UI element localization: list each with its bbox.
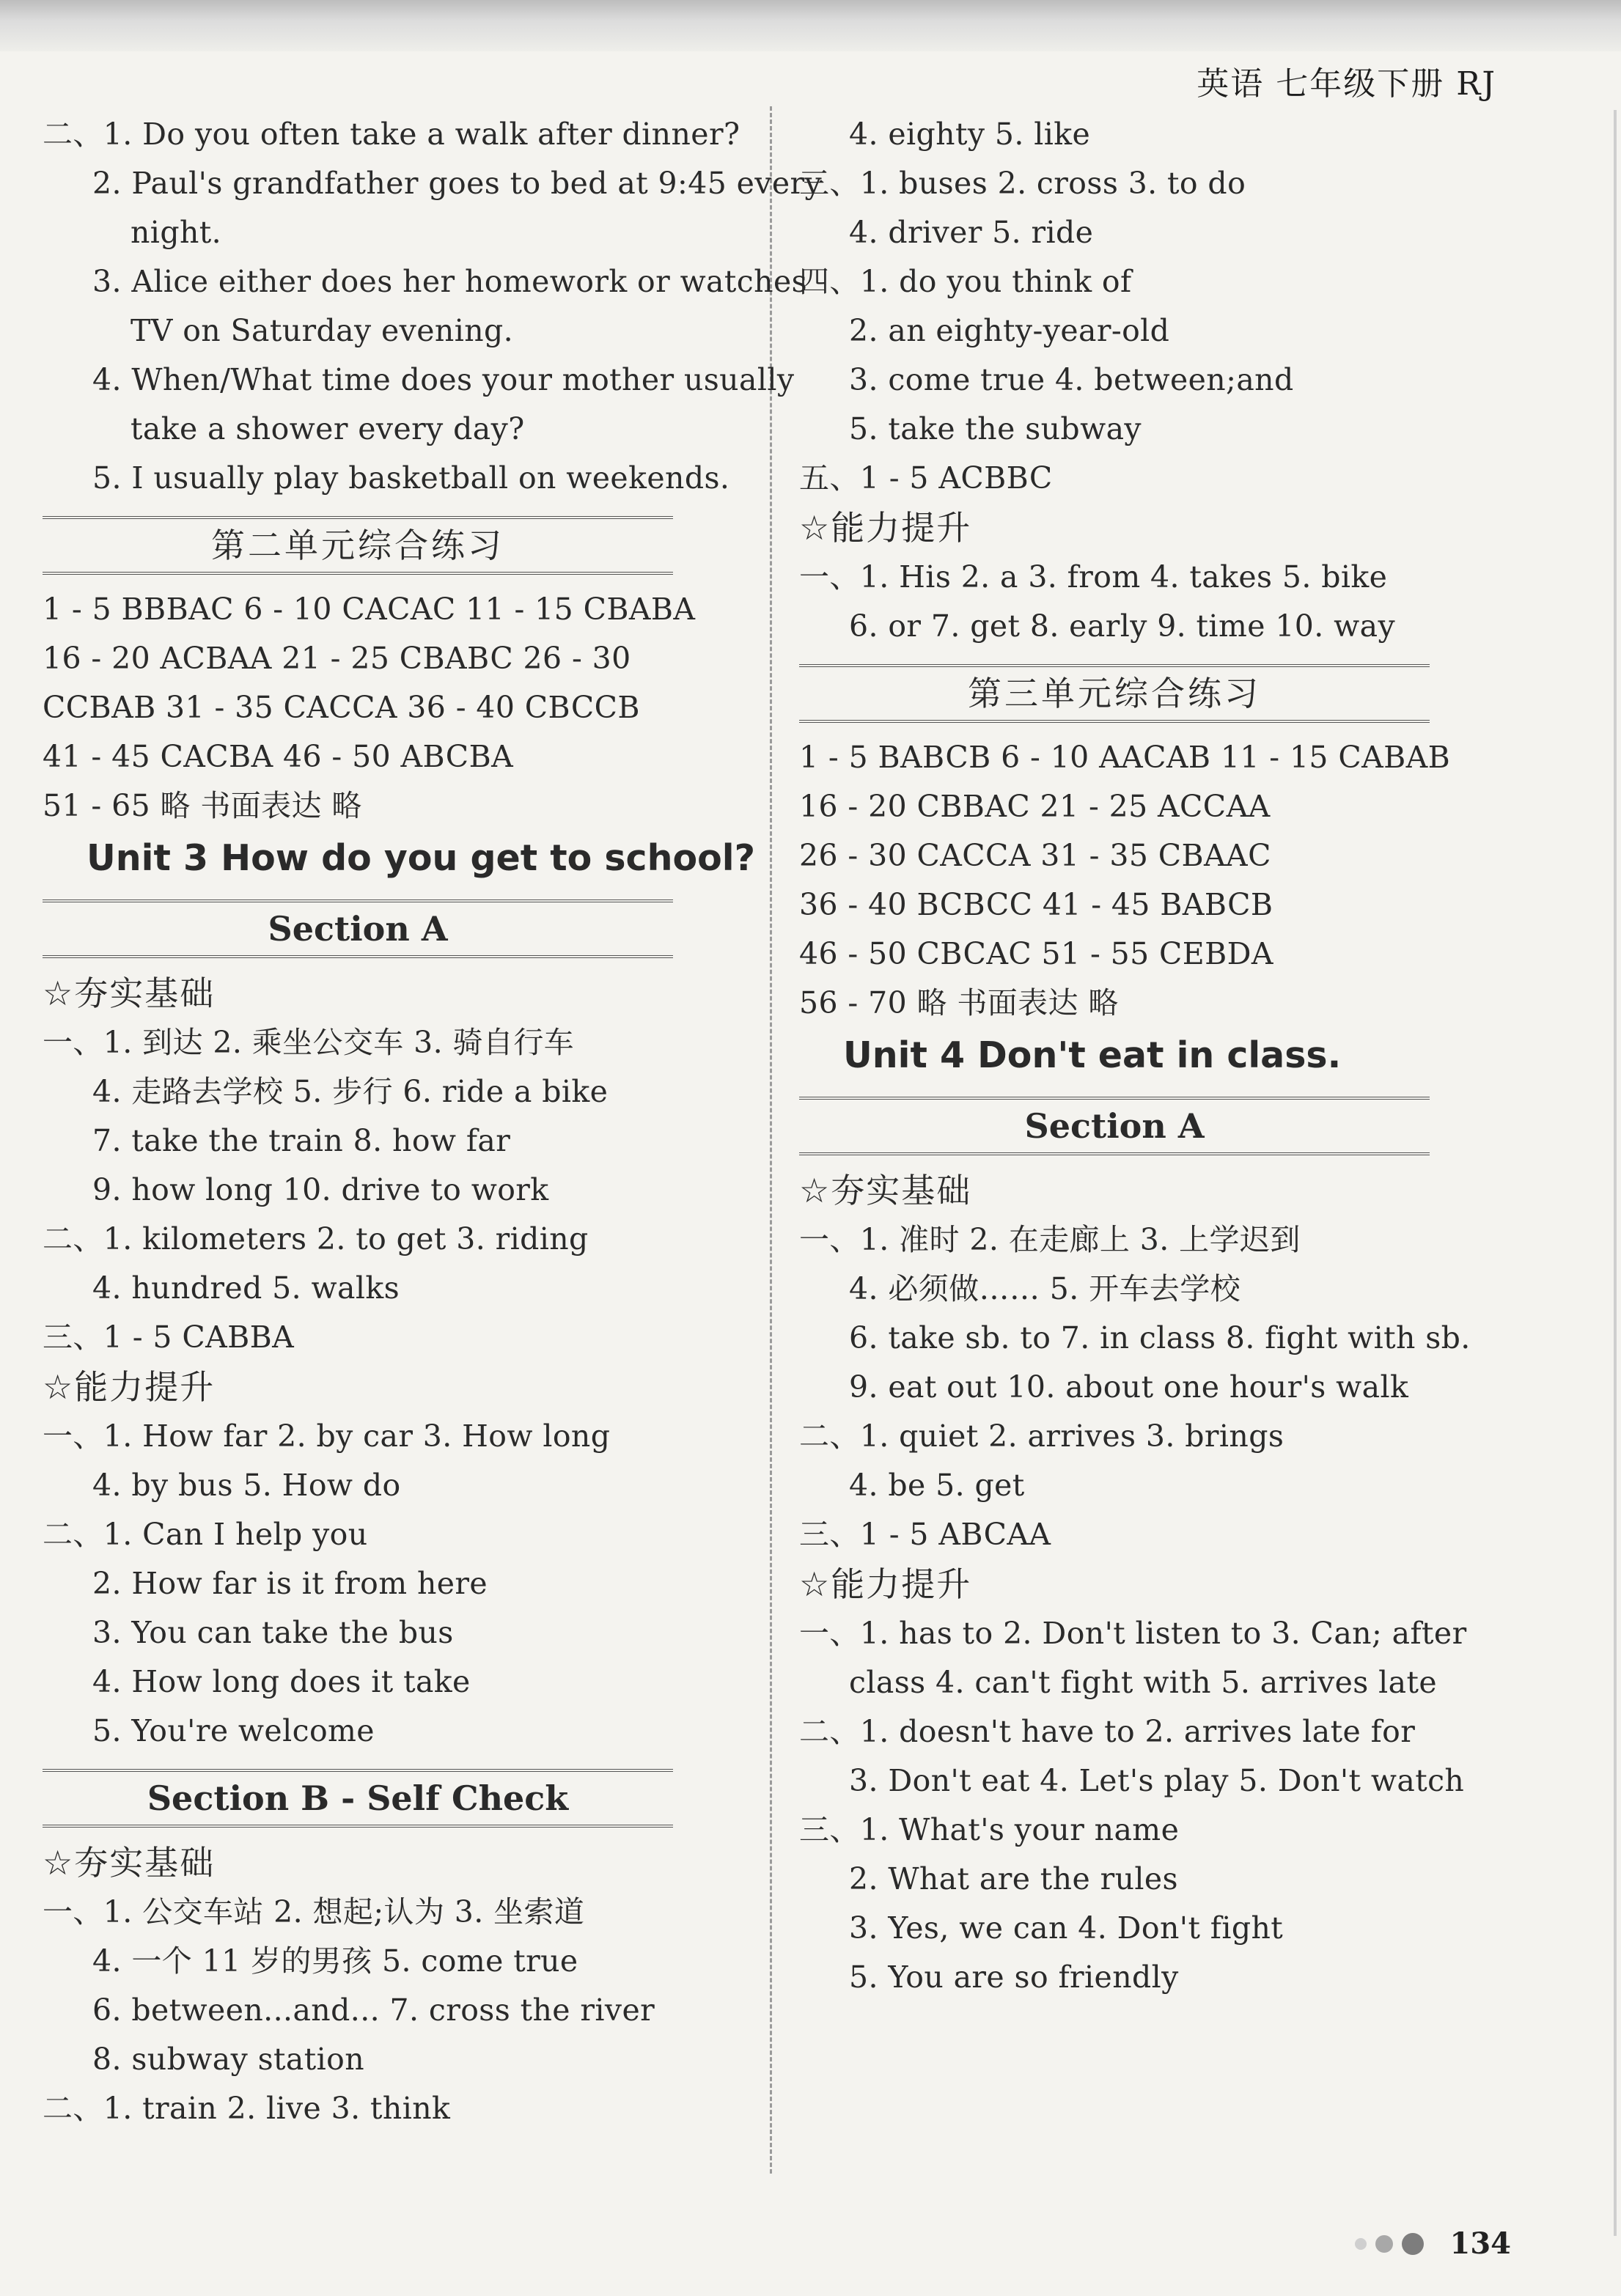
answer-line: night.	[131, 215, 222, 250]
answer-line: 3. You can take the bus	[92, 1615, 454, 1650]
answer-line: 4. driver 5. ride	[849, 215, 1094, 250]
answer-line: 二、1. train 2. live 3. think	[43, 2091, 451, 2126]
answer-line: 7. take the train 8. how far	[92, 1123, 511, 1158]
page-edge	[1614, 110, 1617, 2236]
answer-line: 5. I usually play basketball on weekends.	[92, 460, 730, 496]
answer-line: 三、1. buses 2. cross 3. to do	[799, 166, 1246, 201]
answer-line: 二、1. quiet 2. arrives 3. brings	[799, 1419, 1284, 1454]
ability-heading: ☆能力提升	[799, 1564, 972, 1604]
answer-line: 4. be 5. get	[849, 1468, 1025, 1503]
answer-line: 2. How far is it from here	[92, 1566, 488, 1601]
answer-line: 1 - 5 BABCB 6 - 10 AACAB 11 - 15 CABAB	[799, 740, 1451, 775]
ability-heading: ☆能力提升	[43, 1367, 216, 1407]
decor-dot-icon	[1355, 2238, 1367, 2250]
page-number: 134	[1449, 2226, 1511, 2261]
answer-line: 3. Don't eat 4. Let's play 5. Don't watch	[849, 1763, 1465, 1798]
review-title-unit3: 第三单元综合练习	[799, 664, 1430, 723]
decor-dot-icon	[1402, 2233, 1424, 2255]
answer-line: 9. eat out 10. about one hour's walk	[849, 1369, 1409, 1405]
page-top-shade	[0, 0, 1621, 51]
answer-line: 4. by bus 5. How do	[92, 1468, 401, 1503]
answer-line: 2. an eighty-year-old	[849, 313, 1170, 348]
answer-line: 3. Alice either does her homework or watches	[92, 264, 808, 299]
answer-line: 16 - 20 CBBAC 21 - 25 ACCAA	[799, 789, 1271, 824]
answer-line: 36 - 40 BCBCC 41 - 45 BABCB	[799, 887, 1273, 922]
answer-line: class 4. can't fight with 5. arrives late	[849, 1665, 1438, 1700]
answer-line: take a shower every day?	[131, 411, 525, 446]
answer-line: 46 - 50 CBCAC 51 - 55 CEBDA	[799, 936, 1273, 971]
right-column	[799, 110, 1518, 2002]
left-column	[43, 110, 823, 2133]
basics-heading: ☆夯实基础	[43, 1843, 216, 1883]
answer-line: 三、1 - 5 ABCAA	[799, 1517, 1051, 1552]
answer-line: 二、1. Do you often take a walk after dinner?	[43, 117, 740, 152]
ability-heading: ☆能力提升	[799, 508, 972, 548]
answer-line: 一、1. has to 2. Don't listen to 3. Can; after	[799, 1616, 1467, 1651]
answer-line: 16 - 20 ACBAA 21 - 25 CBABC 26 - 30	[43, 641, 631, 676]
answer-line: 一、1. How far 2. by car 3. How long	[43, 1419, 611, 1454]
answer-line: 一、1. 公交车站 2. 想起;认为 3. 坐索道	[43, 1894, 585, 1929]
answer-line: 5. You're welcome	[92, 1713, 375, 1748]
answer-line: 4. How long does it take	[92, 1664, 471, 1699]
basics-heading: ☆夯实基础	[43, 974, 216, 1013]
answer-line: 4. hundred 5. walks	[92, 1270, 400, 1306]
answer-line: 三、1 - 5 CABBA	[43, 1320, 295, 1355]
answer-line: 4. 一个 11 岁的男孩 5. come true	[92, 1943, 578, 1979]
answer-line: 51 - 65 略 书面表达 略	[43, 788, 362, 823]
answer-line: 4. When/What time does your mother usually	[92, 362, 795, 397]
answer-line: 2. Paul's grandfather goes to bed at 9:45 every	[92, 166, 823, 201]
answer-line: CCBAB 31 - 35 CACCA 36 - 40 CBCCB	[43, 690, 640, 725]
answer-line: 三、1. What's your name	[799, 1812, 1180, 1847]
answer-line: TV on Saturday evening.	[131, 313, 514, 348]
answer-line: 4. 走路去学校 5. 步行 6. ride a bike	[92, 1074, 609, 1109]
answer-line: 一、1. His 2. a 3. from 4. takes 5. bike	[799, 559, 1388, 595]
unit-4-title: Unit 4 Don't eat in class.	[843, 1034, 1342, 1076]
answer-line: 5. take the subway	[849, 411, 1142, 446]
answer-line: 6. between...and... 7. cross the river	[92, 1993, 655, 2028]
answer-line: 56 - 70 略 书面表达 略	[799, 985, 1119, 1020]
decor-dot-icon	[1375, 2235, 1393, 2253]
answer-line: 二、1. kilometers 2. to get 3. riding	[43, 1221, 589, 1256]
answer-line: 8. subway station	[92, 2042, 365, 2077]
answer-line: 一、1. 准时 2. 在走廊上 3. 上学迟到	[799, 1222, 1301, 1257]
answer-line: 4. eighty 5. like	[849, 117, 1091, 152]
answer-line: 五、1 - 5 ACBBC	[799, 460, 1053, 496]
answer-line: 1 - 5 BBBAC 6 - 10 CACAC 11 - 15 CBABA	[43, 592, 696, 627]
answer-line: 一、1. 到达 2. 乘坐公交车 3. 骑自行车	[43, 1025, 575, 1060]
answer-line: 2. What are the rules	[849, 1861, 1178, 1896]
column-divider	[770, 106, 772, 2174]
section-a-title: Section A	[43, 899, 673, 958]
section-a-title: Section A	[799, 1097, 1430, 1155]
answer-line: 9. how long 10. drive to work	[92, 1172, 549, 1207]
answer-line: 4. 必须做…… 5. 开车去学校	[849, 1271, 1241, 1306]
page-footer	[1355, 2226, 1512, 2261]
basics-heading: ☆夯实基础	[799, 1171, 972, 1210]
answer-line: 3. Yes, we can 4. Don't fight	[849, 1910, 1284, 1946]
page-header: 英语 七年级下册 RJ	[1197, 65, 1496, 103]
answer-line: 二、1. Can I help you	[43, 1517, 368, 1552]
answer-line: 5. You are so friendly	[849, 1960, 1179, 1995]
answer-line: 二、1. doesn't have to 2. arrives late for	[799, 1714, 1416, 1749]
answer-line: 6. take sb. to 7. in class 8. fight with sb.	[849, 1320, 1471, 1355]
answer-line: 3. come true 4. between;and	[849, 362, 1294, 397]
answer-line: 6. or 7. get 8. early 9. time 10. way	[849, 608, 1396, 644]
review-title-unit2: 第二单元综合练习	[43, 516, 673, 575]
answer-line: 41 - 45 CACBA 46 - 50 ABCBA	[43, 739, 514, 774]
answer-line: 26 - 30 CACCA 31 - 35 CBAAC	[799, 838, 1271, 873]
section-b-title: Section B - Self Check	[43, 1769, 673, 1828]
answer-line: 四、1. do you think of	[799, 264, 1132, 299]
unit-3-title: Unit 3 How do you get to school?	[87, 837, 756, 879]
